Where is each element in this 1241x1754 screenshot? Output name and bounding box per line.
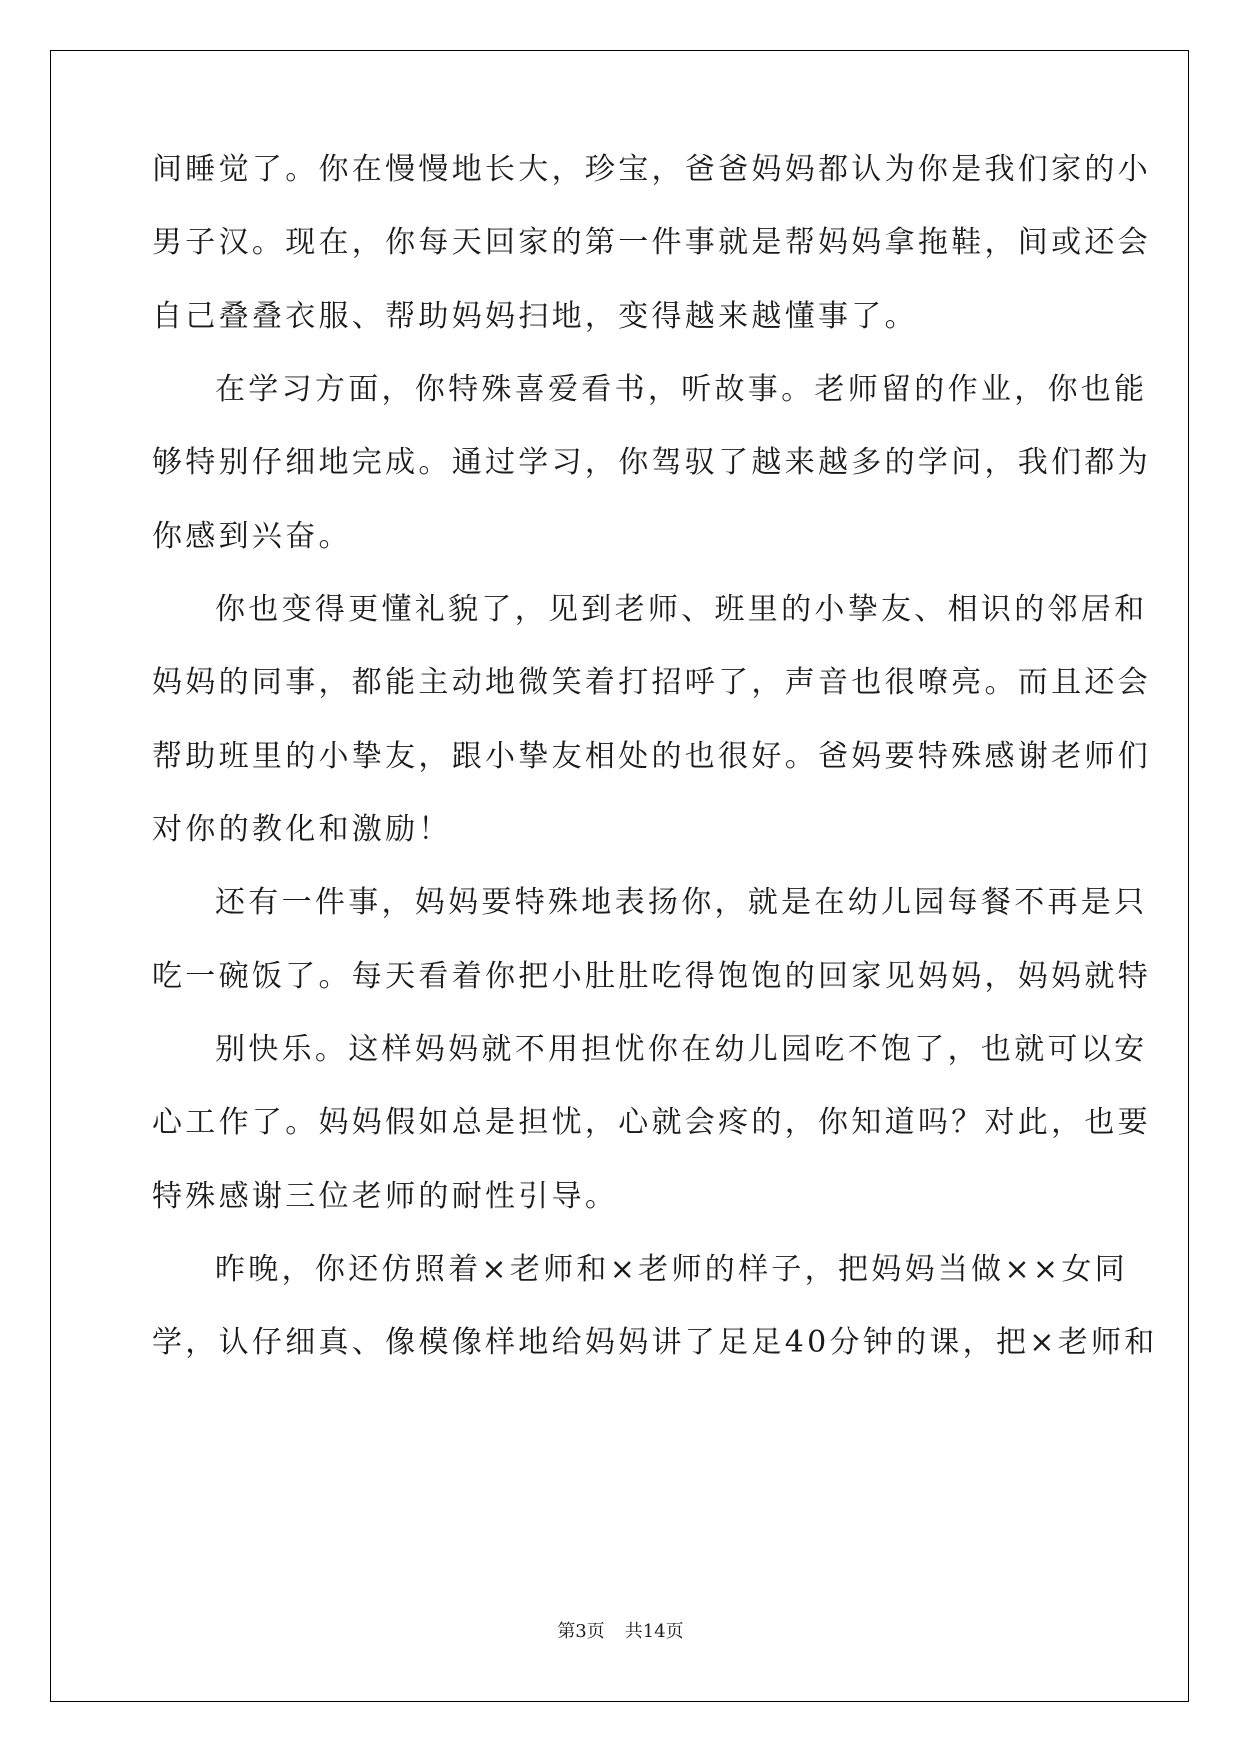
text-line: 别快乐。这样妈妈就不用担忧你在幼儿园吃不饱了，也就可以安 [215,1032,1148,1067]
paragraph-start-line: 在学习方面，你特殊喜爱看书，听故事。老师留的作业，你也能 [215,372,1148,407]
paragraph-start-line: 你也变得更懂礼貌了，见到老师、班里的小挚友、相识的邻居和 [215,592,1148,627]
page-number: 第3页 [557,1621,605,1642]
text-line: 妈妈的同事，都能主动地微笑着打招呼了，声音也很嘹亮。而且还会 [152,665,1151,700]
page-footer [0,1620,1241,1644]
text-line: 学，认仔细真、像模像样地给妈妈讲了足足40分钟的课，把×老师和 [152,1325,1158,1360]
text-line: 你感到兴奋。 [152,519,352,554]
text-line: 间睡觉了。你在慢慢地长大，珍宝，爸爸妈妈都认为你是我们家的小 [152,152,1151,187]
paragraph-start-line: 还有一件事，妈妈要特殊地表扬你，就是在幼儿园每餐不再是只 [215,885,1148,920]
text-line: 吃一碗饭了。每天看着你把小肚肚吃得饱饱的回家见妈妈，妈妈就特 [152,959,1151,994]
text-line: 自己叠叠衣服、帮助妈妈扫地，变得越来越懂事了。 [152,299,918,334]
paragraph-start-line: 昨晚，你还仿照着×老师和×老师的样子，把妈妈当做××女同 [215,1252,1128,1287]
text-line: 对你的教化和激励！ [152,812,452,847]
text-line: 特殊感谢三位老师的耐性引导。 [152,1179,619,1214]
text-line: 够特别仔细地完成。通过学习，你驾驭了越来越多的学问，我们都为 [152,445,1151,480]
page-total: 共14页 [624,1621,684,1642]
text-line: 男子汉。现在，你每天回家的第一件事就是帮妈妈拿拖鞋，间或还会 [152,225,1151,260]
text-line: 心工作了。妈妈假如总是担忧，心就会疼的，你知道吗？对此，也要 [152,1105,1151,1140]
text-line: 帮助班里的小挚友，跟小挚友相处的也很好。爸妈要特殊感谢老师们 [152,739,1151,774]
